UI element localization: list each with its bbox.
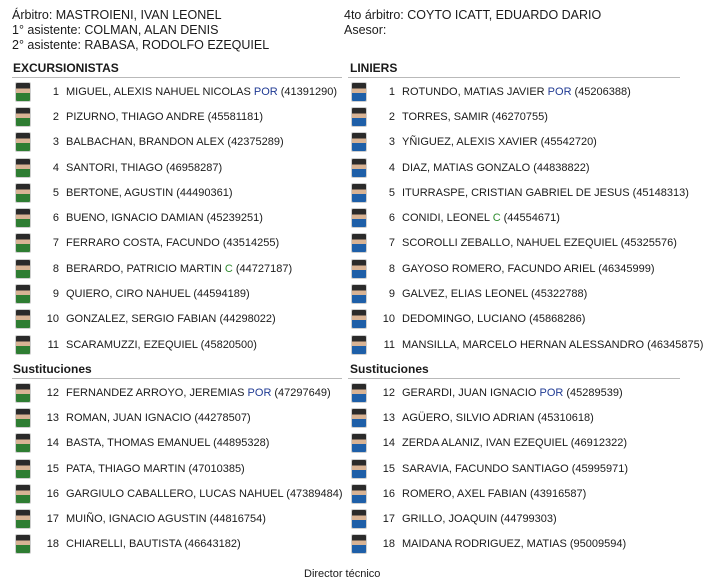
player-number: 13 bbox=[46, 411, 59, 424]
player-photo bbox=[351, 183, 367, 203]
player-number: 2 bbox=[52, 110, 59, 123]
player-id: (45995971) bbox=[571, 462, 629, 475]
player-name: CONIDI, LEONEL bbox=[402, 212, 490, 225]
player-number: 7 bbox=[52, 237, 59, 250]
player-entry bbox=[66, 212, 263, 224]
player-id: (43916587) bbox=[529, 487, 587, 500]
player-id: (45310618) bbox=[537, 411, 594, 424]
player-entry bbox=[402, 187, 689, 199]
player-id: (43514255) bbox=[222, 237, 280, 250]
player-row bbox=[15, 456, 345, 481]
player-row bbox=[15, 130, 345, 155]
player-entry bbox=[402, 237, 677, 249]
player-number: 4 bbox=[388, 161, 395, 174]
player-row bbox=[351, 155, 703, 180]
player-name: MIGUEL, ALEXIS NAHUEL NICOLAS bbox=[66, 85, 251, 98]
player-row bbox=[351, 431, 703, 456]
player-name: BALBACHAN, BRANDON ALEX bbox=[66, 136, 225, 149]
player-entry bbox=[66, 339, 257, 351]
player-number: 1 bbox=[52, 85, 59, 98]
player-row bbox=[351, 405, 703, 430]
player-entry bbox=[402, 538, 626, 550]
player-row bbox=[351, 481, 703, 506]
player-row bbox=[351, 256, 703, 281]
away-subs-divider bbox=[348, 378, 680, 379]
player-entry bbox=[402, 412, 594, 424]
player-number: 8 bbox=[388, 262, 395, 275]
player-number: 6 bbox=[388, 212, 395, 225]
player-entry bbox=[66, 313, 276, 325]
player-id: (46345875) bbox=[647, 338, 703, 351]
player-photo bbox=[15, 335, 31, 355]
player-row bbox=[15, 180, 345, 205]
player-photo bbox=[15, 408, 31, 428]
player-photo bbox=[351, 158, 367, 178]
player-photo bbox=[15, 208, 31, 228]
player-photo bbox=[15, 284, 31, 304]
player-photo bbox=[351, 433, 367, 453]
away-subs-heading: Sustituciones bbox=[350, 362, 429, 376]
player-name: GAYOSO ROMERO, FACUNDO ARIEL bbox=[402, 262, 596, 275]
player-name: ROMAN, JUAN IGNACIO bbox=[66, 411, 192, 424]
home-team-name: EXCURSIONISTAS bbox=[13, 61, 119, 75]
player-row bbox=[15, 405, 345, 430]
player-row bbox=[351, 231, 703, 256]
player-photo bbox=[15, 534, 31, 554]
player-entry bbox=[66, 187, 233, 199]
home-subs-heading: Sustituciones bbox=[13, 362, 92, 376]
player-row bbox=[15, 380, 345, 405]
player-photo bbox=[15, 459, 31, 479]
player-row bbox=[15, 481, 345, 506]
player-row bbox=[15, 256, 345, 281]
player-photo bbox=[351, 335, 367, 355]
player-photo bbox=[351, 309, 367, 329]
player-entry bbox=[402, 488, 586, 500]
player-entry bbox=[66, 111, 263, 123]
player-id: (46912322) bbox=[570, 437, 627, 450]
player-id: (95009594) bbox=[569, 538, 627, 551]
player-number: 10 bbox=[46, 313, 59, 326]
player-entry bbox=[402, 513, 557, 525]
player-photo bbox=[15, 233, 31, 253]
player-name: BERTONE, AGUSTIN bbox=[66, 186, 174, 199]
player-number: 11 bbox=[383, 338, 395, 351]
player-name: GONZALEZ, SERGIO FABIAN bbox=[66, 313, 217, 326]
player-name: SCARAMUZZI, EZEQUIEL bbox=[66, 338, 198, 351]
player-entry bbox=[402, 387, 623, 399]
player-name: MANSILLA, MARCELO HERNAN ALESSANDRO bbox=[402, 338, 645, 351]
player-id: (44490361) bbox=[176, 186, 233, 199]
player-id: (47389484) bbox=[286, 487, 343, 500]
player-entry bbox=[402, 288, 587, 300]
goalkeeper-tag: POR bbox=[539, 386, 564, 399]
player-name: CHIARELLI, BAUTISTA bbox=[66, 538, 182, 551]
player-photo bbox=[15, 82, 31, 102]
player-photo bbox=[15, 383, 31, 403]
player-id: (47297649) bbox=[274, 386, 331, 399]
away-team-name: LINIERS bbox=[350, 61, 398, 75]
player-entry bbox=[66, 162, 222, 174]
player-id: (44594189) bbox=[193, 288, 250, 301]
player-number: 9 bbox=[388, 288, 395, 301]
home-starters-list bbox=[15, 79, 345, 357]
player-id: (45542720) bbox=[540, 136, 597, 149]
player-id: (45820500) bbox=[200, 338, 257, 351]
player-number: 16 bbox=[382, 487, 395, 500]
player-row bbox=[351, 506, 703, 531]
player-photo bbox=[351, 107, 367, 127]
player-photo bbox=[351, 259, 367, 279]
player-name: BASTA, THOMAS EMANUEL bbox=[66, 437, 211, 450]
player-entry bbox=[66, 463, 245, 475]
player-name: SCOROLLI ZEBALLO, NAHUEL EZEQUIEL bbox=[402, 237, 618, 250]
player-number: 9 bbox=[52, 288, 59, 301]
player-photo bbox=[15, 107, 31, 127]
player-name: ZERDA ALANIZ, IVAN EZEQUIEL bbox=[402, 437, 568, 450]
player-number: 18 bbox=[46, 538, 59, 551]
away-subs-list bbox=[351, 380, 703, 557]
player-row bbox=[15, 431, 345, 456]
player-entry bbox=[66, 437, 269, 449]
captain-tag: C bbox=[224, 262, 233, 275]
player-number: 5 bbox=[52, 186, 59, 199]
player-id: (46958287) bbox=[165, 161, 223, 174]
player-entry bbox=[66, 263, 292, 275]
player-id: (44799303) bbox=[500, 513, 557, 526]
player-row bbox=[351, 332, 703, 357]
player-id: (42375289) bbox=[227, 136, 284, 149]
player-name: FERRARO COSTA, FACUNDO bbox=[66, 237, 220, 250]
player-name: SARAVIA, FACUNDO SANTIAGO bbox=[402, 462, 569, 475]
player-entry bbox=[402, 313, 585, 325]
player-name: BUENO, IGNACIO DAMIAN bbox=[66, 212, 204, 225]
home-subs-divider bbox=[12, 378, 342, 379]
player-name: ROTUNDO, MATIAS JAVIER bbox=[402, 85, 545, 98]
away-starters-list bbox=[351, 79, 703, 357]
player-name: DEDOMINGO, LUCIANO bbox=[402, 313, 527, 326]
player-number: 16 bbox=[46, 487, 59, 500]
player-name: DIAZ, MATIAS GONZALO bbox=[402, 161, 531, 174]
player-name: BERARDO, PATRICIO MARTIN bbox=[66, 262, 222, 275]
player-id: (45289539) bbox=[566, 386, 623, 399]
player-entry bbox=[66, 412, 251, 424]
player-photo bbox=[15, 433, 31, 453]
player-entry bbox=[402, 263, 655, 275]
player-number: 15 bbox=[46, 462, 59, 475]
player-name: GALVEZ, ELIAS LEONEL bbox=[402, 288, 528, 301]
player-id: (45206388) bbox=[574, 85, 631, 98]
player-id: (45325576) bbox=[620, 237, 677, 250]
player-photo bbox=[351, 284, 367, 304]
player-entry bbox=[66, 288, 250, 300]
player-id: (44278507) bbox=[194, 411, 251, 424]
player-id: (45868286) bbox=[529, 313, 586, 326]
assessor: Asesor: bbox=[344, 23, 387, 37]
player-photo bbox=[15, 183, 31, 203]
player-photo bbox=[15, 484, 31, 504]
player-entry bbox=[66, 86, 337, 98]
goalkeeper-tag: POR bbox=[247, 386, 272, 399]
player-entry bbox=[402, 212, 560, 224]
player-number: 3 bbox=[388, 136, 395, 149]
player-entry bbox=[402, 339, 703, 351]
player-entry bbox=[402, 86, 631, 98]
player-name: PATA, THIAGO MARTIN bbox=[66, 462, 186, 475]
player-name: FERNANDEZ ARROYO, JEREMIAS bbox=[66, 386, 245, 399]
player-entry bbox=[66, 488, 343, 500]
referee: Árbitro: MASTROIENI, IVAN LEONEL bbox=[12, 8, 222, 22]
player-row bbox=[351, 104, 703, 129]
director-label: Director técnico bbox=[304, 568, 381, 580]
player-entry bbox=[402, 136, 597, 148]
player-number: 14 bbox=[382, 437, 395, 450]
player-number: 7 bbox=[388, 237, 395, 250]
player-entry bbox=[402, 463, 628, 475]
player-entry bbox=[66, 237, 279, 249]
home-divider bbox=[12, 77, 342, 78]
assistant-1: 1° asistente: COLMAN, ALAN DENIS bbox=[12, 23, 219, 37]
player-name: GRILLO, JOAQUIN bbox=[402, 513, 498, 526]
home-subs-list bbox=[15, 380, 345, 557]
player-number: 8 bbox=[52, 262, 59, 275]
player-row bbox=[15, 506, 345, 531]
player-number: 6 bbox=[52, 212, 59, 225]
player-entry bbox=[66, 513, 266, 525]
player-photo bbox=[15, 509, 31, 529]
player-photo bbox=[351, 459, 367, 479]
player-number: 1 bbox=[388, 85, 395, 98]
player-number: 4 bbox=[52, 161, 59, 174]
player-number: 2 bbox=[388, 110, 395, 123]
player-id: (45581181) bbox=[207, 110, 264, 123]
assistant-2: 2° asistente: RABASA, RODOLFO EZEQUIEL bbox=[12, 38, 270, 52]
player-row bbox=[351, 281, 703, 306]
player-id: (46270755) bbox=[491, 110, 548, 123]
player-photo bbox=[15, 309, 31, 329]
player-number: 3 bbox=[52, 136, 59, 149]
player-row bbox=[15, 307, 345, 332]
player-row bbox=[15, 231, 345, 256]
player-row bbox=[15, 79, 345, 104]
player-name: TORRES, SAMIR bbox=[402, 110, 489, 123]
player-row bbox=[15, 205, 345, 230]
player-name: ITURRASPE, CRISTIAN GABRIEL DE JESUS bbox=[402, 186, 630, 199]
player-entry bbox=[66, 538, 241, 550]
goalkeeper-tag: POR bbox=[547, 85, 572, 98]
player-row bbox=[351, 456, 703, 481]
player-row bbox=[15, 532, 345, 557]
player-id: (45239251) bbox=[206, 212, 263, 225]
player-name: QUIERO, CIRO NAHUEL bbox=[66, 288, 191, 301]
player-entry bbox=[402, 437, 627, 449]
player-row bbox=[351, 205, 703, 230]
player-photo bbox=[351, 208, 367, 228]
player-id: (44298022) bbox=[219, 313, 276, 326]
player-photo bbox=[351, 509, 367, 529]
player-name: YÑIGUEZ, ALEXIS XAVIER bbox=[402, 136, 538, 149]
captain-tag: C bbox=[492, 212, 501, 225]
player-number: 15 bbox=[382, 462, 395, 475]
player-name: ROMERO, AXEL FABIAN bbox=[402, 487, 527, 500]
player-row bbox=[351, 380, 703, 405]
player-photo bbox=[351, 233, 367, 253]
fourth-official: 4to árbitro: COYTO ICATT, EDUARDO DARIO bbox=[344, 8, 602, 22]
player-id: (41391290) bbox=[280, 85, 338, 98]
player-name: PIZURNO, THIAGO ANDRE bbox=[66, 110, 205, 123]
player-number: 5 bbox=[388, 186, 395, 199]
player-number: 14 bbox=[46, 437, 59, 450]
player-photo bbox=[351, 484, 367, 504]
player-photo bbox=[351, 383, 367, 403]
player-row bbox=[351, 307, 703, 332]
player-id: (45322788) bbox=[531, 288, 588, 301]
player-id: (44838822) bbox=[533, 161, 590, 174]
player-entry bbox=[402, 162, 590, 174]
away-divider bbox=[348, 77, 680, 78]
player-row bbox=[351, 130, 703, 155]
player-name: SANTORI, THIAGO bbox=[66, 161, 163, 174]
player-photo bbox=[351, 534, 367, 554]
player-row bbox=[15, 155, 345, 180]
player-name: MUIÑO, IGNACIO AGUSTIN bbox=[66, 513, 207, 526]
player-number: 17 bbox=[382, 513, 395, 526]
player-name: AGÜERO, SILVIO ADRIAN bbox=[402, 411, 535, 424]
player-photo bbox=[351, 132, 367, 152]
player-row bbox=[15, 332, 345, 357]
player-entry bbox=[402, 111, 548, 123]
player-entry bbox=[66, 136, 284, 148]
player-photo bbox=[15, 259, 31, 279]
player-id: (46345999) bbox=[598, 262, 655, 275]
player-row bbox=[351, 79, 703, 104]
player-entry bbox=[66, 387, 331, 399]
player-number: 13 bbox=[382, 411, 395, 424]
player-id: (44727187) bbox=[235, 262, 293, 275]
player-row bbox=[351, 180, 703, 205]
player-id: (44895328) bbox=[213, 437, 270, 450]
player-row bbox=[15, 104, 345, 129]
player-number: 12 bbox=[46, 386, 59, 399]
player-number: 18 bbox=[382, 538, 395, 551]
player-photo bbox=[351, 408, 367, 428]
player-name: GARGIULO CABALLERO, LUCAS NAHUEL bbox=[66, 487, 284, 500]
player-name: GERARDI, JUAN IGNACIO bbox=[402, 386, 537, 399]
player-row bbox=[351, 532, 703, 557]
player-name: MAIDANA RODRIGUEZ, MATIAS bbox=[402, 538, 567, 551]
player-id: (47010385) bbox=[188, 462, 245, 475]
player-id: (45148313) bbox=[632, 186, 689, 199]
player-number: 10 bbox=[382, 313, 395, 326]
player-number: 12 bbox=[382, 386, 395, 399]
player-photo bbox=[351, 82, 367, 102]
player-number: 11 bbox=[47, 338, 59, 351]
player-row bbox=[15, 281, 345, 306]
player-id: (44816754) bbox=[209, 513, 266, 526]
player-number: 17 bbox=[46, 513, 59, 526]
player-photo bbox=[15, 132, 31, 152]
goalkeeper-tag: POR bbox=[253, 85, 278, 98]
player-id: (46643182) bbox=[184, 538, 241, 551]
player-id: (44554671) bbox=[503, 212, 560, 225]
player-photo bbox=[15, 158, 31, 178]
